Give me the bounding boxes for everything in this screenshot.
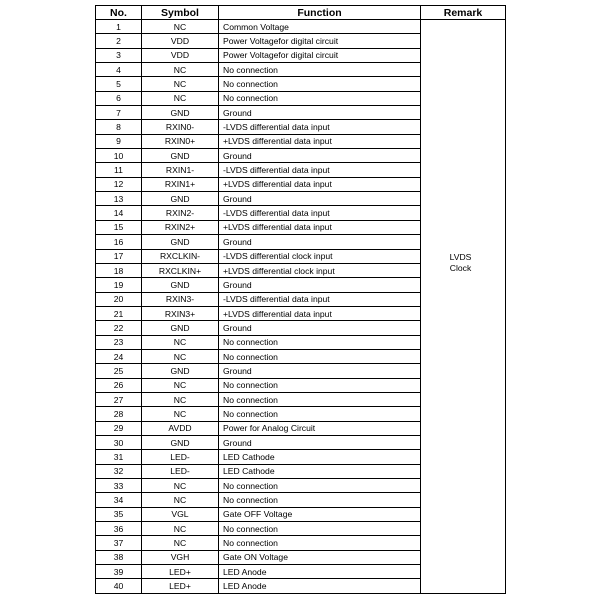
pin-number: 20 xyxy=(96,292,142,306)
pin-number: 11 xyxy=(96,163,142,177)
pin-number: 16 xyxy=(96,235,142,249)
pin-symbol: RXIN0- xyxy=(142,120,219,134)
pin-function: +LVDS differential data input xyxy=(219,177,421,191)
pin-symbol: RXIN1+ xyxy=(142,177,219,191)
pin-function: No connection xyxy=(219,522,421,536)
pin-symbol: VDD xyxy=(142,34,219,48)
pin-symbol: NC xyxy=(142,407,219,421)
pin-number: 21 xyxy=(96,306,142,320)
pin-number: 28 xyxy=(96,407,142,421)
pin-number: 32 xyxy=(96,464,142,478)
pin-function: No connection xyxy=(219,77,421,91)
pin-function: LED Anode xyxy=(219,579,421,593)
pin-function: Ground xyxy=(219,192,421,206)
pin-number: 10 xyxy=(96,149,142,163)
pin-symbol: NC xyxy=(142,378,219,392)
pin-symbol: GND xyxy=(142,235,219,249)
pin-function: -LVDS differential data input xyxy=(219,163,421,177)
pin-symbol: LED+ xyxy=(142,579,219,593)
pin-number: 37 xyxy=(96,536,142,550)
pin-number: 35 xyxy=(96,507,142,521)
pin-symbol: NC xyxy=(142,479,219,493)
pin-function: No connection xyxy=(219,536,421,550)
pin-symbol: RXCLKIN+ xyxy=(142,263,219,277)
pin-number: 24 xyxy=(96,349,142,363)
pin-function: No connection xyxy=(219,479,421,493)
header-remark: Remark xyxy=(421,6,506,20)
pin-symbol: AVDD xyxy=(142,421,219,435)
pin-symbol: NC xyxy=(142,77,219,91)
pin-symbol: NC xyxy=(142,522,219,536)
pin-symbol: NC xyxy=(142,91,219,105)
pin-function: No connection xyxy=(219,407,421,421)
pin-number: 38 xyxy=(96,550,142,564)
pin-function: No connection xyxy=(219,349,421,363)
pin-symbol: LED- xyxy=(142,464,219,478)
pin-number: 29 xyxy=(96,421,142,435)
pin-function: -LVDS differential data input xyxy=(219,120,421,134)
pin-number: 5 xyxy=(96,77,142,91)
table-header-row xyxy=(96,6,506,20)
pin-symbol: GND xyxy=(142,321,219,335)
pin-number: 19 xyxy=(96,278,142,292)
pin-number: 25 xyxy=(96,364,142,378)
pin-function: Ground xyxy=(219,106,421,120)
pin-number: 30 xyxy=(96,435,142,449)
pin-number: 31 xyxy=(96,450,142,464)
pin-symbol: NC xyxy=(142,335,219,349)
pin-symbol: RXIN2+ xyxy=(142,220,219,234)
pin-function: Ground xyxy=(219,278,421,292)
pin-number: 14 xyxy=(96,206,142,220)
pin-symbol: GND xyxy=(142,106,219,120)
pin-symbol: LED- xyxy=(142,450,219,464)
pin-symbol: NC xyxy=(142,349,219,363)
pin-function: LED Anode xyxy=(219,565,421,579)
pin-function: Gate OFF Voltage xyxy=(219,507,421,521)
pin-symbol: LED+ xyxy=(142,565,219,579)
pin-symbol: NC xyxy=(142,20,219,34)
pin-symbol: RXIN1- xyxy=(142,163,219,177)
pin-function: Power Voltagefor digital circuit xyxy=(219,34,421,48)
pin-number: 3 xyxy=(96,48,142,62)
pin-symbol: NC xyxy=(142,392,219,406)
pin-function: No connection xyxy=(219,63,421,77)
pin-symbol: GND xyxy=(142,435,219,449)
pin-function: +LVDS differential clock input xyxy=(219,263,421,277)
pin-symbol: RXIN3- xyxy=(142,292,219,306)
header-function: Function xyxy=(219,6,421,20)
pin-function: +LVDS differential data input xyxy=(219,306,421,320)
pin-function: -LVDS differential clock input xyxy=(219,249,421,263)
pin-function: Ground xyxy=(219,321,421,335)
pin-symbol: RXIN2- xyxy=(142,206,219,220)
remark-cell xyxy=(421,20,506,594)
pin-function: Ground xyxy=(219,235,421,249)
pin-function: Ground xyxy=(219,435,421,449)
pin-function: +LVDS differential data input xyxy=(219,220,421,234)
pin-function: LED Cathode xyxy=(219,450,421,464)
pin-function: -LVDS differential data input xyxy=(219,206,421,220)
pin-number: 40 xyxy=(96,579,142,593)
pin-function: No connection xyxy=(219,91,421,105)
pin-number: 33 xyxy=(96,479,142,493)
pin-function: Ground xyxy=(219,364,421,378)
pin-number: 22 xyxy=(96,321,142,335)
pin-number: 27 xyxy=(96,392,142,406)
pin-number: 15 xyxy=(96,220,142,234)
pin-number: 9 xyxy=(96,134,142,148)
pin-symbol: GND xyxy=(142,364,219,378)
pin-symbol: NC xyxy=(142,493,219,507)
pin-symbol: NC xyxy=(142,536,219,550)
pin-number: 18 xyxy=(96,263,142,277)
pin-number: 34 xyxy=(96,493,142,507)
pin-number: 7 xyxy=(96,106,142,120)
pin-function: No connection xyxy=(219,392,421,406)
pin-function: No connection xyxy=(219,493,421,507)
header-symbol: Symbol xyxy=(142,6,219,20)
pin-assignment-table xyxy=(95,5,506,594)
pin-number: 26 xyxy=(96,378,142,392)
pin-function: Gate ON Voltage xyxy=(219,550,421,564)
pin-number: 39 xyxy=(96,565,142,579)
pin-function: Ground xyxy=(219,149,421,163)
pin-symbol: RXCLKIN- xyxy=(142,249,219,263)
pin-function: -LVDS differential data input xyxy=(219,292,421,306)
pin-symbol: RXIN3+ xyxy=(142,306,219,320)
pin-number: 1 xyxy=(96,20,142,34)
pin-function: LED Cathode xyxy=(219,464,421,478)
pin-function: Common Voltage xyxy=(219,20,421,34)
pin-number: 12 xyxy=(96,177,142,191)
pin-symbol: NC xyxy=(142,63,219,77)
pin-symbol: GND xyxy=(142,192,219,206)
pin-function: No connection xyxy=(219,335,421,349)
pin-symbol: GND xyxy=(142,149,219,163)
pin-symbol: RXIN0+ xyxy=(142,134,219,148)
pin-number: 4 xyxy=(96,63,142,77)
pin-function: Power for Analog Circuit xyxy=(219,421,421,435)
pin-number: 36 xyxy=(96,522,142,536)
pin-number: 13 xyxy=(96,192,142,206)
pin-symbol: GND xyxy=(142,278,219,292)
pin-number: 8 xyxy=(96,120,142,134)
table-row xyxy=(96,20,506,34)
pin-symbol: VDD xyxy=(142,48,219,62)
pin-number: 23 xyxy=(96,335,142,349)
remark-lvds-clock: LVDS Clock xyxy=(449,252,472,273)
header-no: No. xyxy=(96,6,142,20)
pin-number: 2 xyxy=(96,34,142,48)
pin-number: 17 xyxy=(96,249,142,263)
pin-function: No connection xyxy=(219,378,421,392)
pin-function: Power Voltagefor digital circuit xyxy=(219,48,421,62)
pin-number: 6 xyxy=(96,91,142,105)
pin-function: +LVDS differential data input xyxy=(219,134,421,148)
pin-symbol: VGH xyxy=(142,550,219,564)
pin-symbol: VGL xyxy=(142,507,219,521)
table-body xyxy=(96,20,506,594)
